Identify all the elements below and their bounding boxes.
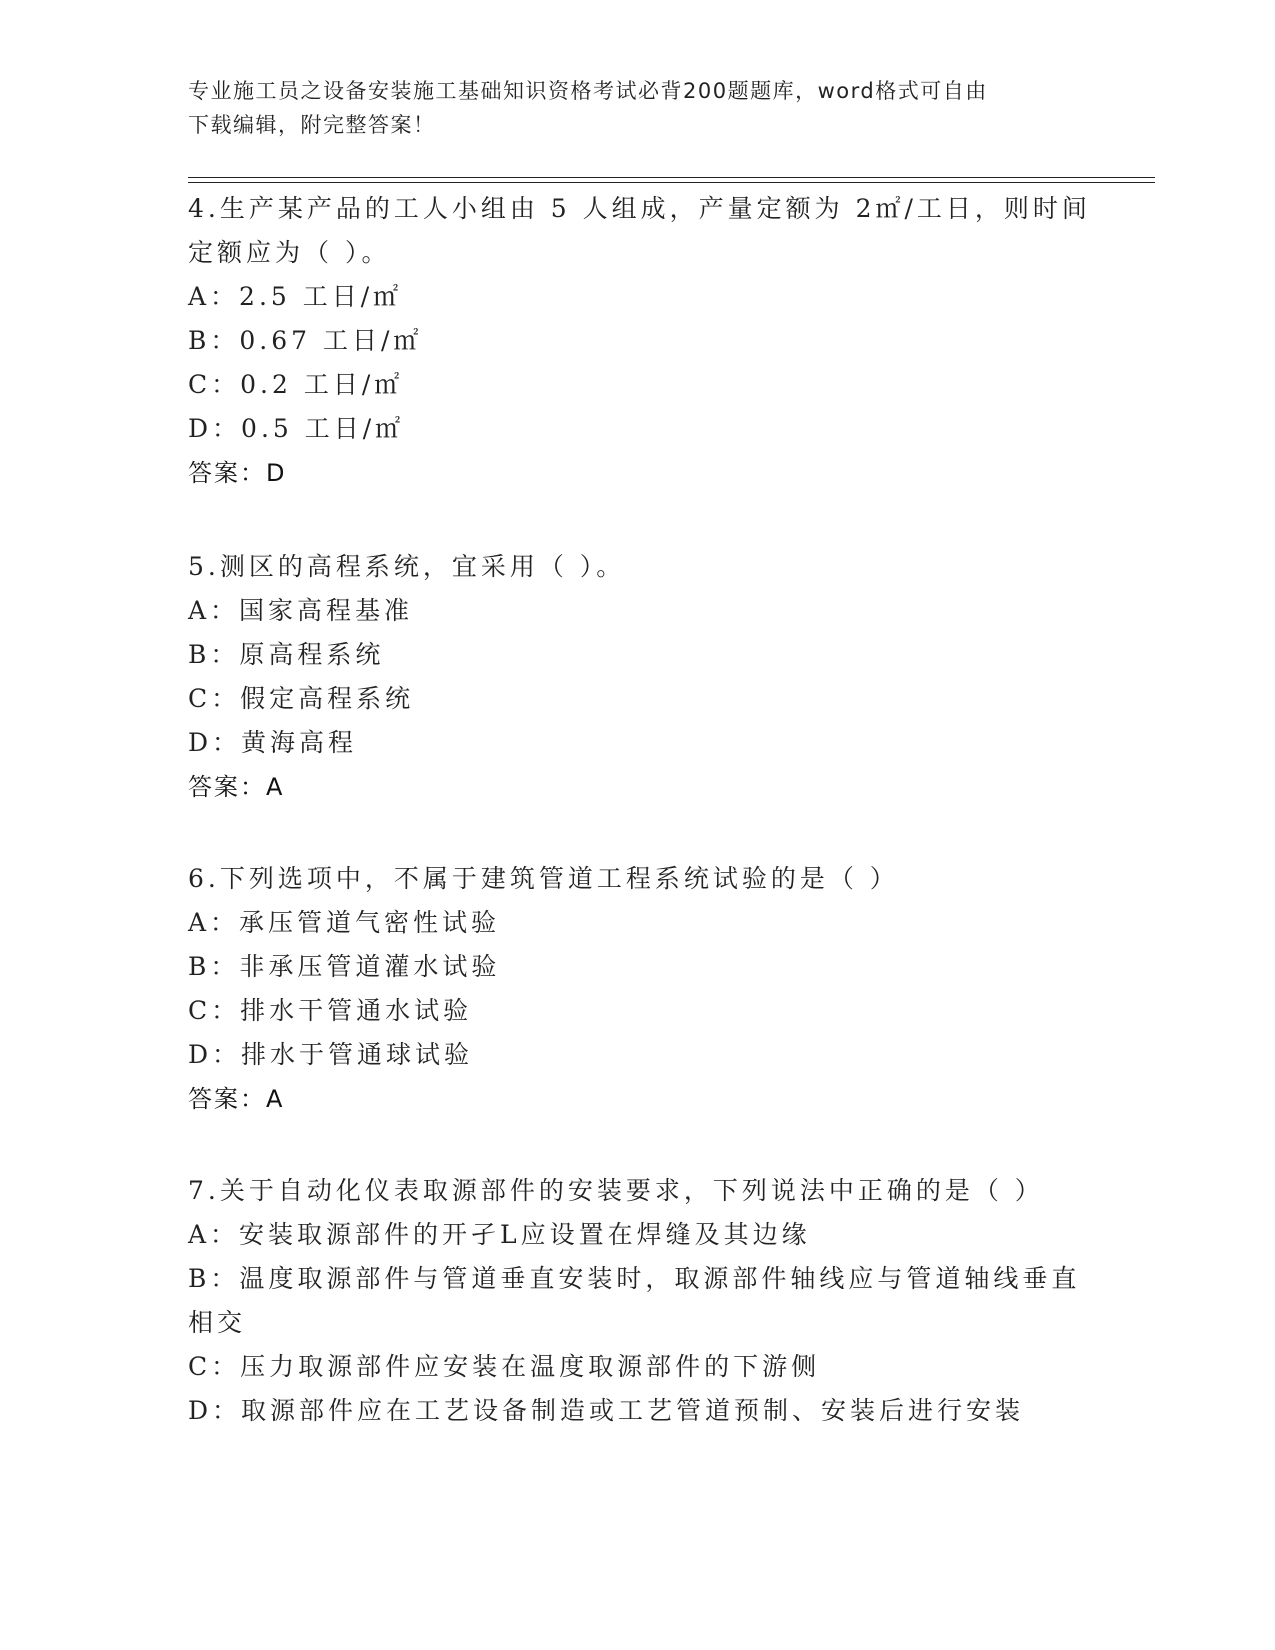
header-line-1: 专业施工员之设备安装施工基础知识资格考试必背200题题库，word格式可自由 — [188, 79, 988, 103]
option-b-continued: 相交 — [188, 1308, 247, 1337]
question-stem: 5.测区的高程系统，宜采用（ ）。 — [188, 552, 626, 581]
option-b: B：非承压管道灌水试验 — [188, 952, 501, 981]
header-divider-top — [188, 177, 1155, 178]
option-c: C：压力取源部件应安装在温度取源部件的下游侧 — [188, 1352, 821, 1381]
question-stem: 6.下列选项中，不属于建筑管道工程系统试验的是（ ） — [188, 864, 899, 893]
option-d: D：0.5 工日/㎡ — [188, 414, 405, 443]
option-c: C：0.2 工日/㎡ — [188, 370, 404, 399]
answer-label: 答案：A — [188, 1085, 285, 1113]
question-stem-continued: 定额应为（ ）。 — [188, 238, 391, 267]
option-a: A：承压管道气密性试验 — [188, 908, 501, 937]
option-a: A：安装取源部件的开孑L应设置在焊缝及其边缘 — [188, 1220, 811, 1249]
answer-label: 答案：D — [188, 459, 287, 487]
option-b: B：原高程系统 — [188, 640, 385, 669]
question-stem: 7.关于自动化仪表取源部件的安装要求，下列说法中正确的是（ ） — [188, 1176, 1044, 1205]
option-a: A：国家高程基准 — [188, 596, 414, 625]
option-a: A：2.5 工日/㎡ — [188, 282, 403, 311]
document-header — [188, 74, 1068, 142]
header-line-2: 下载编辑，附完整答案！ — [188, 113, 436, 137]
header-divider-bottom — [188, 182, 1155, 183]
answer-label: 答案：A — [188, 773, 285, 801]
option-b: B：0.67 工日/㎡ — [188, 326, 423, 355]
question-stem: 4.生产某产品的工人小组由 5 人组成，产量定额为 2㎡/工日，则时间 — [188, 194, 1091, 223]
option-d: D：黄海高程 — [188, 728, 358, 757]
option-c: C：排水干管通水试验 — [188, 996, 473, 1025]
option-b: B：温度取源部件与管道垂直安装时，取源部件轴线应与管道轴线垂直 — [188, 1264, 1081, 1293]
option-d: D：取源部件应在工艺设备制造或工艺管道预制、安装后进行安装 — [188, 1396, 1025, 1425]
option-c: C：假定高程系统 — [188, 684, 415, 713]
option-d: D：排水于管通球试验 — [188, 1040, 474, 1069]
